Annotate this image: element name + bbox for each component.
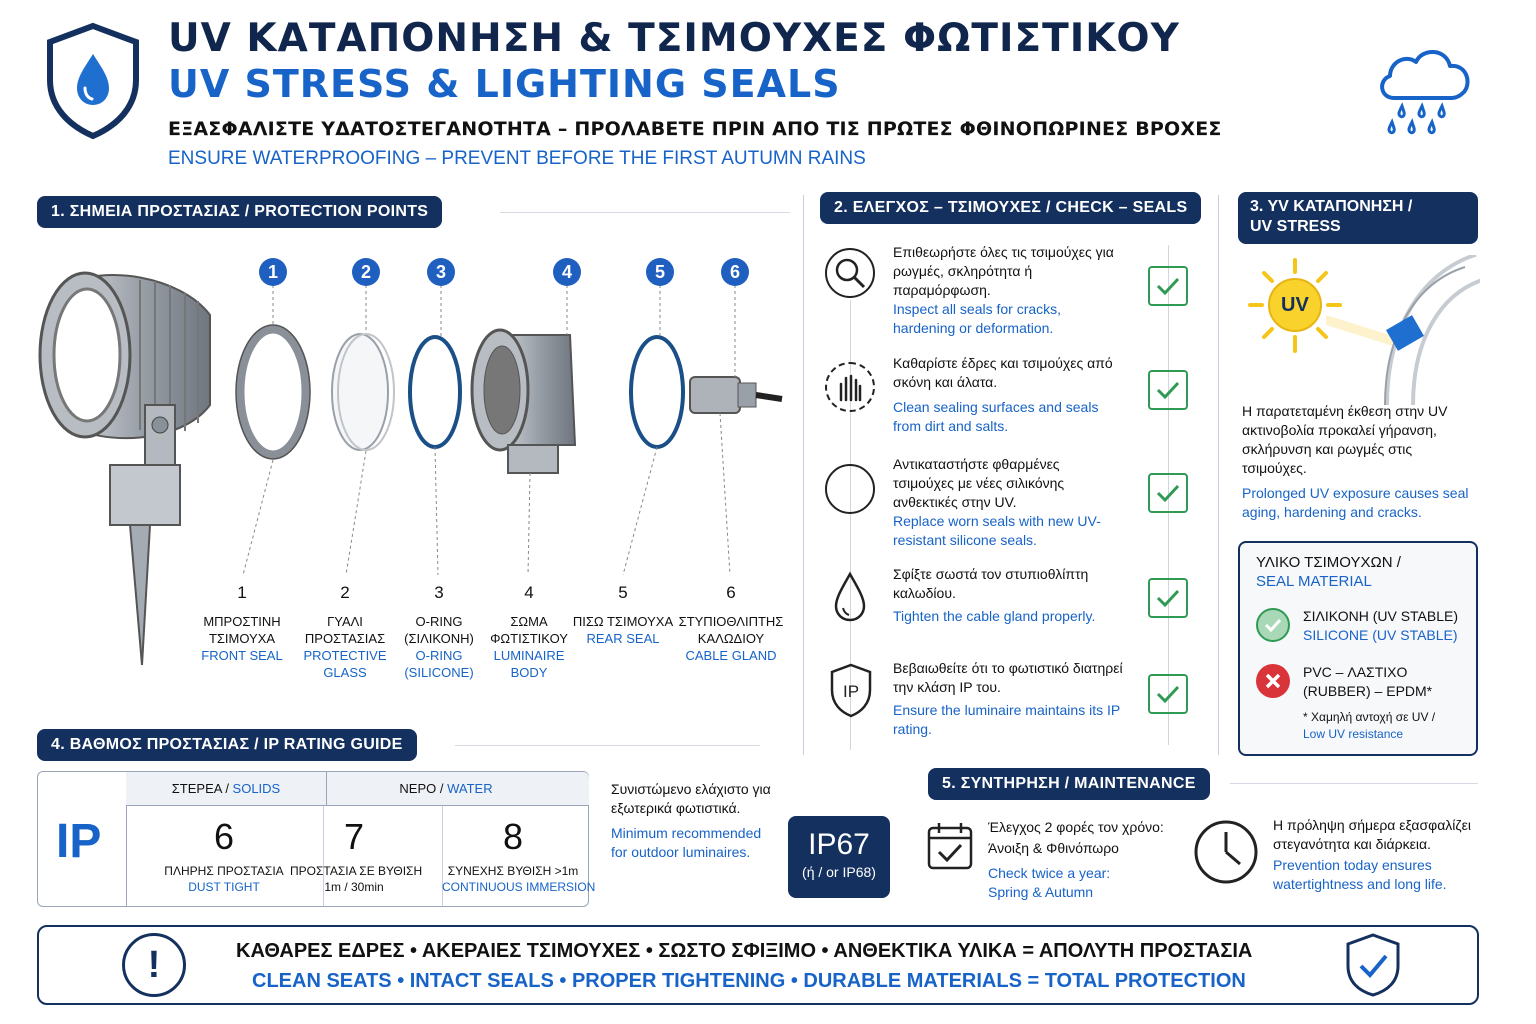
section-1-header: 1. ΣΗΜΕΙΑ ΠΡΟΣΤΑΣΙΑΣ / PROTECTION POINTS: [37, 196, 442, 228]
part-label-4: 4 ΣΩΜΑ ΦΩΤΙΣΤΙΚΟΥ LUMINAIRE BODY: [490, 583, 568, 680]
cross-circle-icon: [1256, 664, 1290, 698]
check-step-1: Επιθεωρήστε όλες τις τσιμούχες για ρωγμές, σκληρότητα ή παραμόρφωση. Inspect all seals for cracks, hardening or deformation.: [893, 244, 1114, 336]
section-3-header: 3. ΥV ΚΑΤΑΠΟΝΗΣΗ / UV STRESS: [1238, 192, 1478, 244]
checkbox-checked-icon: [1148, 674, 1188, 714]
page-title: UV ΚΑΤΑΠΟΝΗΣΗ & ΤΣΙΜΟΥΧΕΣ ΦΩΤΙΣΤΙΚΟΥ: [168, 16, 1180, 61]
callout-4: 4: [553, 258, 581, 286]
page-subtitle-en: ENSURE WATERPROOFING – PREVENT BEFORE THE FIRST AUTUMN RAINS: [168, 148, 866, 169]
svg-text:IP: IP: [842, 682, 860, 701]
seal-material-title: ΥΛΙΚΟ ΤΣΙΜΟΥΧΩΝ / SEAL MATERIAL: [1256, 554, 1401, 590]
ip-col-6: 6 ΠΛΗΡΗΣ ΠΡΟΣΤΑΣΙΑ DUST TIGHT: [164, 816, 284, 894]
ring-icon: [825, 464, 875, 514]
page-subtitle: ΕΞΑΣΦΑΛΙΣΤΕ ΥΔΑΤΟΣΤΕΓΑΝΟΤΗΤΑ – ΠΡΟΛΑΒΕΤΕ ΠΡΙΝ ΑΠΟ ΤΙΣ ΠΡΩΤΕΣ ΦΘΙΝΟΠΩΡΙΝΕΣ ΒΡΟΧΕΣ: [168, 118, 1222, 140]
ip67-badge: IP67 (ή / or IP68): [788, 816, 890, 898]
solids-header: ΣΤΕΡΕΑ / SOLIDS: [171, 781, 281, 796]
checkbox-checked-icon: [1148, 473, 1188, 513]
part-label-2: 2 ΓΥΑΛΙ ΠΡΟΣΤΑΣΙΑΣ PROTECTIVE GLASS: [303, 583, 387, 680]
uv-sun-seal-illustration: [1240, 255, 1480, 405]
callout-6: 6: [721, 258, 749, 286]
section-4-header: 4. ΒΑΘΜΟΣ ΠΡΟΣΤΑΣΙΑΣ / IP RATING GUIDE: [37, 729, 417, 761]
part-label-3: 3 O-RING (ΣΙΛΙΚΟΝΗ) O-RING (SILICONE): [404, 583, 474, 680]
uv-stress-text: Η παρατεταμένη έκθεση στην UV ακτινοβολία προκαλεί γήρανση, σκλήρυνση και ρωγμές στις τσιμούχες. Prolonged UV exposure causes seal aging, hardening and cracks.: [1242, 403, 1469, 520]
prevention-text: Η πρόληψη σήμερα εξασφαλίζει στεγανότητα και διάρκεια. Prevention today ensures watertightness and long life.: [1273, 817, 1471, 892]
part-label-1: 1 ΜΠΡΟΣΤΙΝΗ ΤΣΙΜΟΥΧΑ FRONT SEAL: [201, 583, 283, 663]
callout-1: 1: [259, 258, 287, 286]
rain-cloud-icon: [1372, 36, 1478, 140]
exclamation-icon: !: [122, 933, 186, 997]
ip-label: IP: [56, 815, 102, 868]
calendar-check-icon: [926, 820, 974, 877]
check-step-3: Αντικαταστήστε φθαρμένες τσιμούχες με νέες σιλικόνης ανθεκτικές στην UV. Replace worn seals with new UV-resistant silicone seals.: [893, 456, 1101, 548]
footer-banner: [37, 925, 1479, 1005]
footer-text-en: CLEAN SEATS • INTACT SEALS • PROPER TIGHTENING • DURABLE MATERIALS = TOTAL PROTECTION: [252, 970, 1246, 992]
hand-cleaning-icon: [825, 362, 875, 412]
section-5-header: 5. ΣΥΝΤΗΡΗΣΗ / MAINTENANCE: [928, 768, 1210, 800]
material-silicone: ΣΙΛΙΚΟΝΗ (UV STABLE) SILICONE (UV STABLE): [1303, 608, 1459, 643]
callout-5: 5: [646, 258, 674, 286]
part-label-5: 5 ΠΙΣΩ ΤΣΙΜΟΥΧΑ REAR SEAL: [572, 583, 674, 646]
part-label-6: 6 ΣΤΥΠΙΟΘΛΙΠΤΗΣ ΚΑΛΩΔΙΟΥ CABLE GLAND: [678, 583, 784, 663]
ip-col-7: 7 ΠΡΟΣΤΑΣΙΑ ΣΕ ΒΥΘΙΣΗ 1m / 30min: [290, 816, 423, 894]
magnifier-icon: [825, 248, 875, 298]
callout-2: 2: [352, 258, 380, 286]
water-header: ΝΕΡΟ / WATER: [399, 781, 493, 796]
section-2-header: 2. ΕΛΕΓΧΟΣ – ΤΣΙΜΟΥΧΕΣ / CHECK – SEALS: [820, 192, 1201, 224]
ip-rating-table: [37, 771, 596, 907]
checkbox-checked-icon: [1148, 370, 1188, 410]
check-step-2: Καθαρίστε έδρες και τσιμούχες από σκόνη και άλατα. Clean sealing surfaces and seals from dirt and salts.: [893, 355, 1113, 434]
shield-check-icon: [1344, 932, 1402, 1003]
material-rubber: PVC – ΛΑΣΤΙΧΟ (RUBBER) – EPDM*: [1303, 664, 1433, 699]
ip-recommendation: Συνιστώμενο ελάχιστο για εξωτερικά φωτιστικά. Minimum recommended for outdoor luminaires.: [611, 781, 771, 860]
page-title-en: UV STRESS & LIGHTING SEALS: [168, 62, 841, 106]
material-note: * Χαμηλή αντοχή σε UV / Low UV resistance: [1303, 710, 1436, 741]
ip-col-8: 8 ΣΥΝΕΧΗΣ ΒΥΘΙΣΗ >1m CONTINUOUS IMMERSION: [442, 816, 596, 894]
check-step-5: Βεβαιωθείτε ότι το φωτιστικό διατηρεί την κλάση IP του. Ensure the luminaire maintains its IP rating.: [893, 660, 1123, 737]
footer-text-gr: ΚΑΘΑΡΕΣ ΕΔΡΕΣ • ΑΚΕΡΑΙΕΣ ΤΣΙΜΟΥΧΕΣ • ΣΩΣΤΟ ΣΦΙΞΙΜΟ • ΑΝΘΕΚΤΙΚΑ ΥΛΙΚΑ = ΑΠΟΛΥΤΗ ΠΡΟΣΤΑΣΙΑ: [236, 940, 1253, 962]
shield-drop-icon: [44, 22, 142, 140]
uv-sun-label: UV: [1281, 294, 1309, 316]
fixture-drawing: [40, 273, 210, 665]
callout-3: 3: [427, 258, 455, 286]
drop-icon: [830, 570, 870, 629]
check-circle-icon: [1256, 608, 1290, 642]
ip-shield-icon: [828, 662, 874, 723]
clock-icon: [1192, 818, 1260, 891]
check-step-4: Σφίξτε σωστά τον στυπιοθλίπτη καλωδίου. Tighten the cable gland properly.: [893, 566, 1096, 624]
maintenance-check: Έλεγχος 2 φορές τον χρόνο: Άνοιξη & Φθινόπωρο Check twice a year: Spring & Autumn: [988, 819, 1164, 900]
checkbox-checked-icon: [1148, 266, 1188, 306]
checkbox-checked-icon: [1148, 578, 1188, 618]
